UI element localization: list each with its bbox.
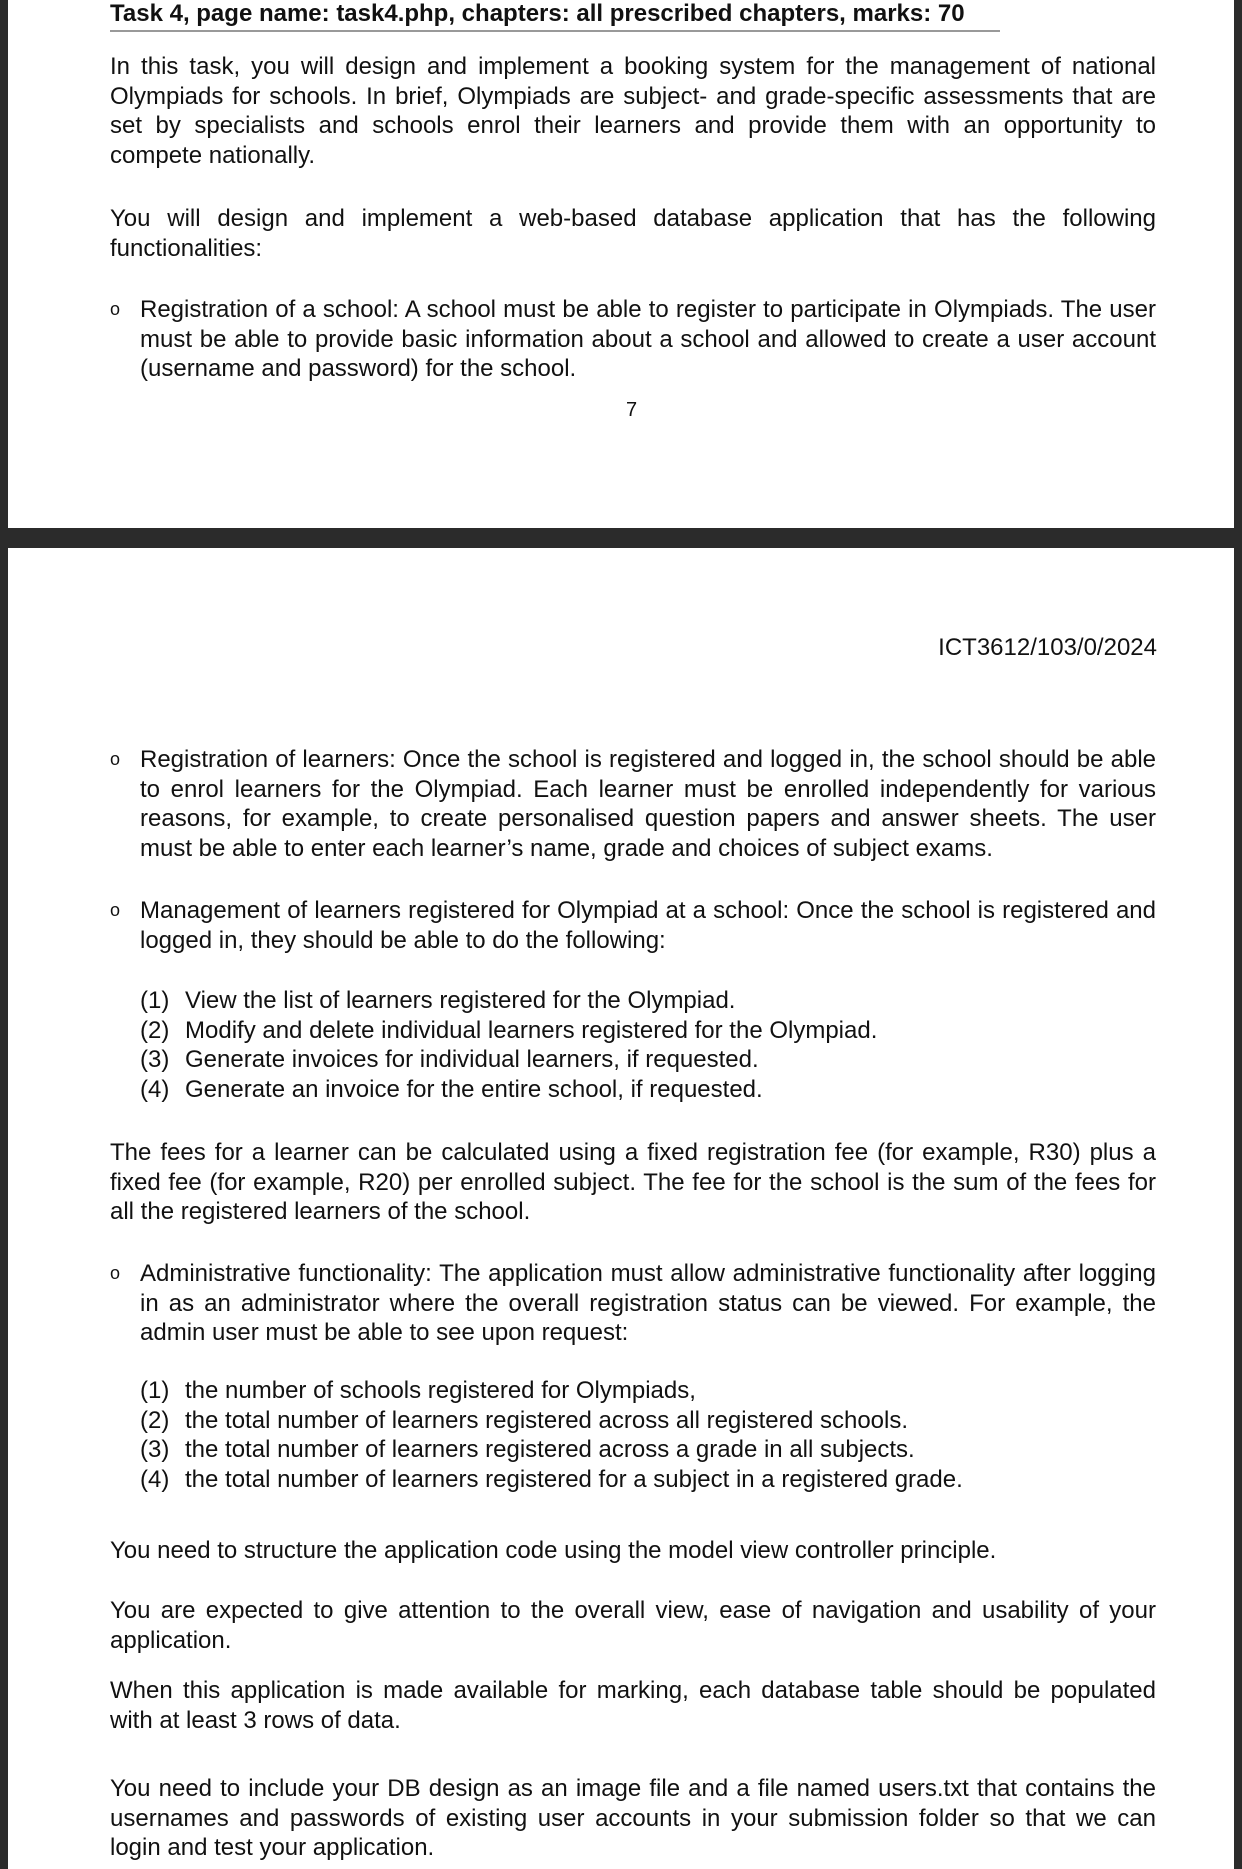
list-item-number: (4) — [140, 1075, 170, 1103]
bullet-marker: o — [110, 749, 121, 769]
list-item-number: (2) — [140, 1016, 170, 1044]
admin-list — [140, 1376, 1140, 1494]
bullet-marker: o — [110, 299, 121, 319]
bullet-learner-registration-text: Registration of learners: Once the school is registered and logged in, the school should be able to enrol learners for the Olympiad. Each learner must be enrolled independently for various reasons, for example, to create personalised question papers and answer sheets. The user must be able to enter each learner’s name, grade and choices of subject exams. — [140, 746, 1156, 862]
bullet-admin-text: Administrative functionality: The application must allow administrative functionality after logging in as an administrator where the overall registration status can be viewed. For example, the admin user must be able to see upon request: — [140, 1260, 1156, 1346]
list-item-text: Generate invoices for individual learners, if requested. — [185, 1046, 759, 1073]
usability-paragraph: You are expected to give attention to the overall view, ease of navigation and usability of your application. — [110, 1597, 1156, 1654]
bullet-marker: o — [110, 1263, 121, 1283]
page-number: 7 — [626, 399, 638, 421]
list-item — [140, 1406, 1140, 1436]
list-item-number: (4) — [140, 1465, 170, 1493]
list-item — [140, 1435, 1140, 1465]
list-item — [140, 1016, 1140, 1046]
list-item — [140, 1045, 1140, 1075]
fees-paragraph: The fees for a learner can be calculated using a fixed registration fee (for example, R30) plus a fixed fee (for example, R20) per enrolled subject. The fee for the school is the sum of the fees for all the registered learners of the school. — [110, 1139, 1156, 1225]
list-item-text: the total number of learners registered across a grade in all subjects. — [185, 1436, 915, 1463]
intro-paragraph: In this task, you will design and implement a booking system for the management of national Olympiads for schools. In brief, Olympiads are subject- and grade-specific assessments that are set by specialists and schools enrol their learners and provide them with an opportunity to compete nationally. — [110, 53, 1156, 169]
list-item-text: Generate an invoice for the entire school, if requested. — [185, 1075, 763, 1103]
document-page-1 — [8, 0, 1234, 528]
bullet-management — [110, 896, 1156, 955]
list-item-text: the total number of learners registered across all registered schools. — [185, 1406, 909, 1434]
data-paragraph: When this application is made available for marking, each database table should be populated with at least 3 rows of data. — [110, 1677, 1156, 1734]
list-item-text: Modify and delete individual learners registered for the Olympiad. — [185, 1016, 878, 1044]
list-item-text: the total number of learners registered for a subject in a registered grade. — [185, 1465, 963, 1493]
list-item — [140, 1465, 1140, 1495]
list-item-number: (1) — [140, 1377, 170, 1404]
list-item-text: the number of schools registered for Olympiads, — [185, 1377, 696, 1404]
list-item — [140, 1075, 1140, 1105]
document-code: ICT3612/103/0/2024 — [938, 634, 1157, 661]
management-list — [140, 986, 1140, 1104]
mvc-paragraph: You need to structure the application code using the model view controller principle. — [110, 1537, 997, 1564]
document-page-2 — [8, 548, 1234, 1869]
list-item-number: (1) — [140, 987, 170, 1014]
bullet-marker: o — [110, 900, 121, 920]
list-item-number: (3) — [140, 1436, 170, 1463]
list-item — [140, 986, 1140, 1016]
submission-paragraph: You need to include your DB design as an image file and a file named users.txt that contains the usernames and passwords of existing user accounts in your submission folder so that we can login and test your application. — [110, 1775, 1156, 1861]
list-item-text: View the list of learners registered for the Olympiad. — [185, 987, 736, 1014]
bullet-admin — [110, 1259, 1156, 1348]
functionalities-intro-paragraph: You will design and implement a web-based database application that has the following functionalities: — [110, 205, 1156, 262]
task-heading: Task 4, page name: task4.php, chapters: all prescribed chapters, marks: 70 — [110, 0, 1000, 32]
bullet-school-registration-text: Registration of a school: A school must be able to register to participate in Olympiads. The user must be able to provide basic information about a school and allowed to create a user account (username and password) for the school. — [140, 296, 1156, 382]
list-item-number: (2) — [140, 1406, 170, 1434]
bullet-learner-registration — [110, 745, 1156, 863]
bullet-school-registration — [110, 295, 1156, 384]
bullet-management-text: Management of learners registered for Olympiad at a school: Once the school is registered and logged in, they should be able to do the following: — [140, 897, 1156, 954]
list-item-number: (3) — [140, 1046, 170, 1073]
list-item — [140, 1376, 1140, 1406]
